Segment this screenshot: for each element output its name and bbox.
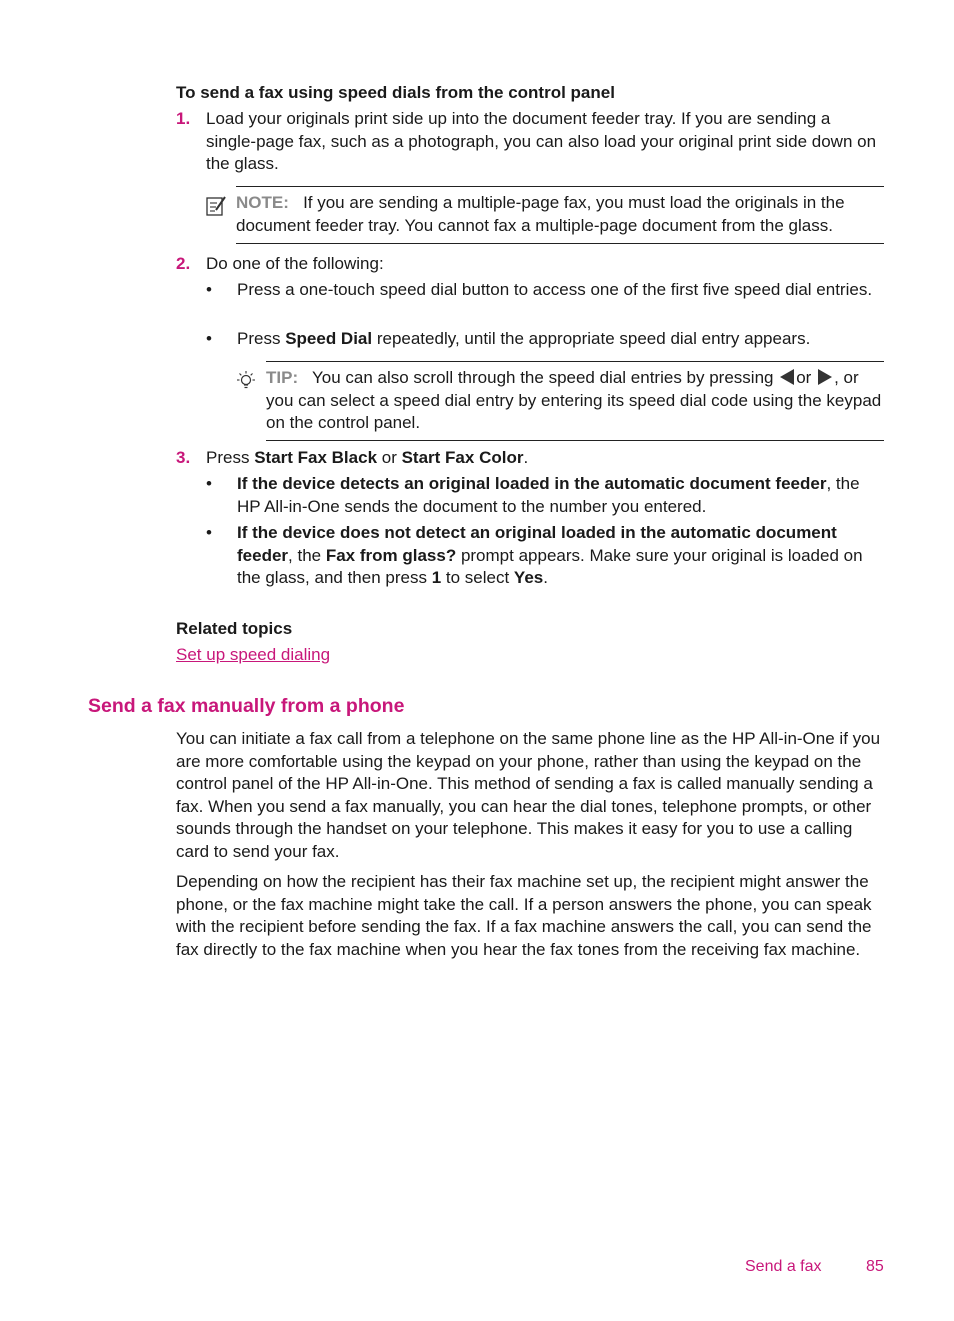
bullet: •	[206, 280, 212, 299]
step-number: 3.	[176, 448, 191, 467]
right-arrow-icon	[818, 369, 832, 385]
speed-dial-label: Speed Dial	[285, 329, 373, 348]
procedure-title: To send a fax using speed dials from the control panel	[176, 83, 615, 102]
bullet: •	[206, 329, 212, 348]
section-heading: Send a fax manually from a phone	[88, 695, 405, 717]
tip-text-b: , or you can select a speed dial entry by entering its speed dial code using the keypad on the control panel.	[266, 368, 882, 432]
step-text: Do one of the following:	[206, 254, 384, 273]
bullet-text: If the device detects an original loaded in the automatic document feeder, the HP All-in-One sends the document to the number you entered.	[237, 474, 860, 516]
step-3	[176, 447, 884, 470]
note-text: If you are sending a multiple-page fax, you must load the originals in the document feeder tray. You cannot fax a multiple-page document from the glass.	[236, 193, 845, 235]
list-item	[176, 328, 884, 351]
step-number: 2.	[176, 254, 191, 273]
start-fax-black-label: Start Fax Black	[254, 448, 378, 467]
list-item	[176, 473, 884, 518]
bullet-text: If the device does not detect an original loaded in the automatic document feeder, the Fax from glass? prompt appears. Make sure your original is loaded on the glass, and then press 1 to select Yes.	[237, 523, 863, 587]
note-label: NOTE:	[236, 193, 289, 212]
set-up-speed-dialing-link[interactable]: Set up speed dialing	[176, 645, 331, 664]
step-number: 1.	[176, 109, 191, 128]
step-text: Press Start Fax Black or Start Fax Color.	[206, 448, 529, 467]
tip-callout	[266, 361, 884, 441]
bullet: •	[206, 474, 212, 493]
paragraph: Depending on how the recipient has their fax machine set up, the recipient might answer the phone, or the fax machine might take the call. If a person answers the phone, you can speak with the recipient before sending the fax. If a fax machine answers the call, you can send the fax directly to the fax machine when you hear the fax tones from the receiving fax machine.	[176, 872, 872, 959]
step-text: Load your originals print side up into the document feeder tray. If you are sending a single-page fax, such as a photograph, you can also load your original print side down on the glass.	[206, 109, 877, 173]
step-1	[176, 108, 884, 176]
note-icon	[205, 195, 227, 217]
lightbulb-icon	[235, 370, 257, 392]
step-2	[176, 253, 884, 276]
footer-section-name: Send a fax	[745, 1258, 822, 1275]
list-item	[176, 522, 884, 590]
bullet-text: Press Speed Dial repeatedly, until the appropriate speed dial entry appears.	[237, 329, 811, 348]
note-callout	[236, 186, 884, 244]
bullet-text: Press a one-touch speed dial button to access one of the first five speed dial entries.	[237, 280, 873, 299]
tip-text-a: You can also scroll through the speed dial entries by pressing	[311, 368, 774, 387]
left-arrow-icon	[780, 369, 794, 385]
related-topics-heading: Related topics	[176, 619, 293, 638]
start-fax-color-label: Start Fax Color	[401, 448, 524, 467]
bullet: •	[206, 523, 212, 542]
list-item	[176, 279, 884, 302]
paragraph: You can initiate a fax call from a telephone on the same phone line as the HP All-in-One if you are more comfortable using the keypad on your phone, rather than using the keypad on the control panel of the HP All-in-One. This method of sending a fax is called manually sending a fax. When you send a fax manually, you can hear the dial tones, telephone prompts, or other sounds through the handset on your telephone. This makes it easy for you to use a calling card to send your fax.	[176, 729, 881, 861]
tip-label: TIP:	[266, 368, 299, 387]
page-number: 85	[866, 1258, 884, 1275]
tip-or: or	[796, 368, 812, 387]
